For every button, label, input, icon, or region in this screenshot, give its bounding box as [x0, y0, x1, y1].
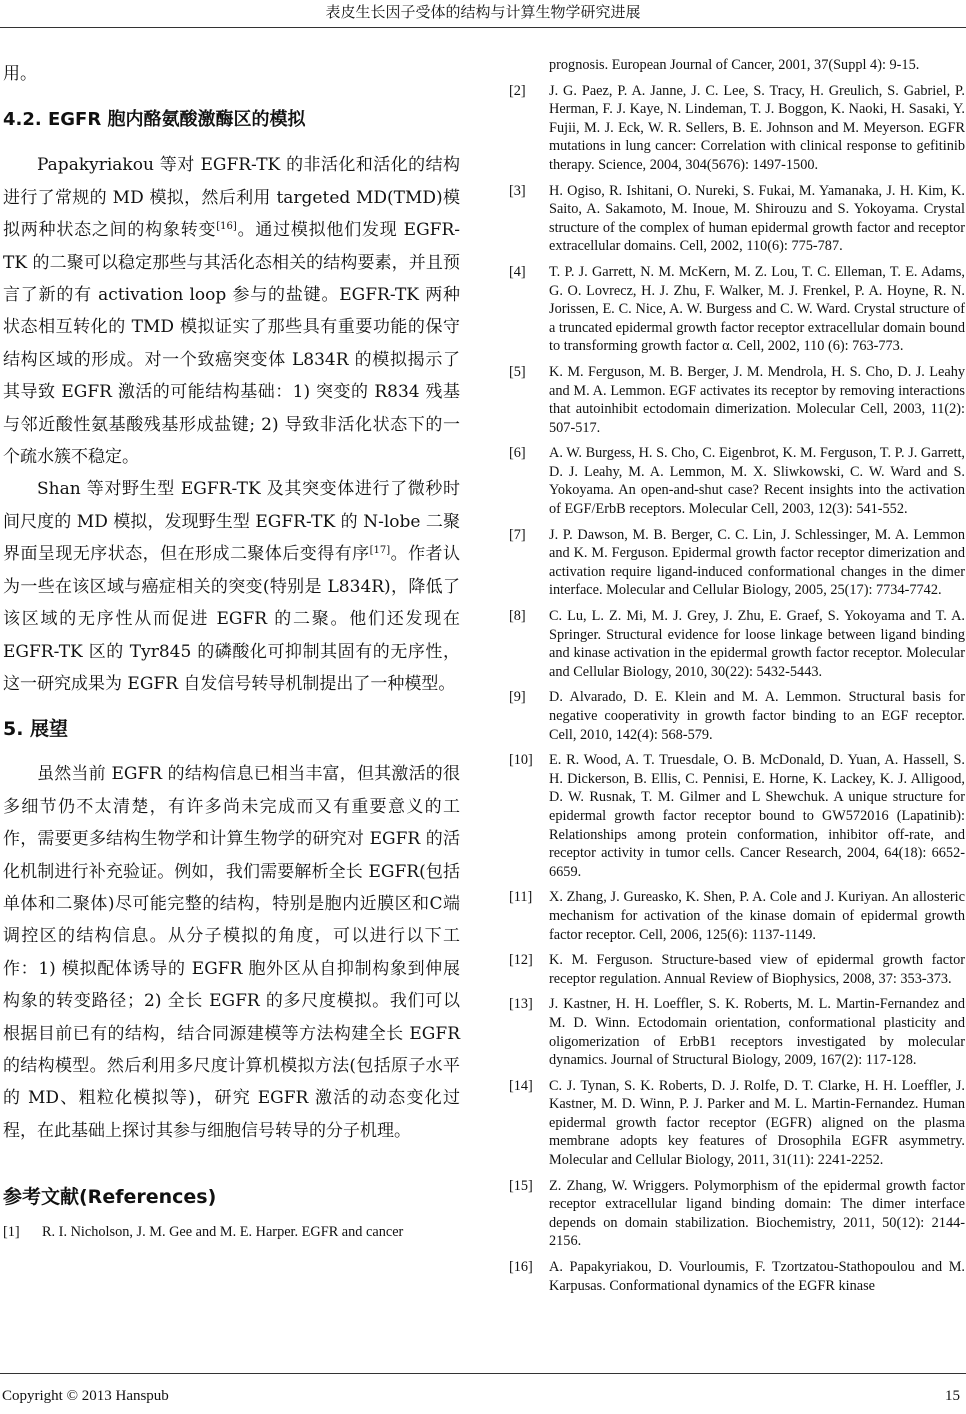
reference-text: R. I. Nicholson, J. M. Gee and M. E. Harper. EGFR and cancer — [42, 1224, 404, 1241]
references-heading: 参考文献(References) — [3, 1186, 217, 1209]
section-4-2-heading: 4.2. EGFR 胞内酪氨酸激酶区的模拟 — [3, 109, 306, 131]
section-5-heading: 5. 展望 — [3, 718, 69, 741]
reference-text: K. M. Ferguson. Structure-based view of epidermal growth factor receptor regulation. Annual Review of Biophysics, 2008, 37: 353-373. — [549, 952, 965, 987]
running-header: 表皮生长因子受体的结构与计算生物学研究进展 — [325, 3, 641, 21]
reference-text: J. Kastner, H. H. Loeffler, S. K. Roberts, M. L. Martin-Fernandez and M. D. Winn. Ectodomain orientation, conformational plasticity and oligomerization of ErbB1 receptors investigated by molecular dynamics. Journal of Structural Biology, 2009, 167(2): 117-128. — [549, 996, 965, 1069]
reference-number: [5] — [509, 363, 526, 380]
reference-item — [509, 1077, 965, 1170]
reference-number: [10] — [509, 752, 533, 769]
page-number: 15 — [945, 1388, 960, 1404]
right-column — [509, 56, 965, 1302]
reference-text: C. Lu, L. Z. Mi, M. J. Grey, J. Zhu, E. Graef, S. Yokoyama and T. A. Springer. Structural evidence for loose linkage between ligand binding and kinase activation in the epidermal growth factor receptor. Molecular and Cellular Biology, 2010, 30(22): 5432-5443. — [549, 608, 965, 680]
reference-item — [509, 182, 965, 256]
reference-number: [2] — [509, 82, 526, 99]
reference-item — [509, 688, 965, 744]
footer-divider — [0, 1373, 966, 1374]
reference-text: J. P. Dawson, M. B. Berger, C. C. Lin, J. Schlessinger, M. A. Lemmon and K. M. Ferguson. Epidermal growth factor receptor dimerization and activation require ligand-induced conformational changes in the dimer interface. Molecular and Cellular Biology, 2005, 25(17): 7734-7742. — [549, 526, 965, 599]
reference-item — [509, 263, 965, 356]
reference-item — [509, 1258, 965, 1295]
reference-number: [8] — [509, 608, 526, 625]
reference-text: T. P. J. Garrett, N. M. McKern, M. Z. Lou, T. C. Elleman, T. E. Adams, G. O. Lovrecz, H. J. Zhu, F. Walker, M. J. Frenkel, P. A. Hoyne, R. N. Jorissen, E. C. Nice, A. W. Burgess and C. W. Ward. Crystal structure of a truncated epidermal growth factor receptor extracellular domain bound to transforming growth factor α. Cell, 2002, 110 (6): 763-773. — [549, 263, 966, 355]
copyright-notice: Copyright © 2013 Hanspub — [2, 1388, 169, 1404]
reference-number: [12] — [509, 952, 533, 969]
reference-number: [15] — [509, 1177, 533, 1194]
reference-number: [16] — [509, 1259, 533, 1276]
reference-item — [509, 363, 965, 437]
section-4-2-paragraph-1 — [3, 149, 460, 473]
reference-item — [3, 1223, 460, 1242]
reference-item — [509, 444, 965, 518]
reference-item — [509, 888, 965, 944]
reference-text: A. Papakyriakou, D. Vourloumis, F. Tzortzatou-Stathopoulou and M. Karpusas. Conformational dynamics of the EGFR kinase — [549, 1259, 965, 1294]
paragraph-text: 。作者认为一些在该区域与癌症相关的突变(特别是 L834R)，降低了该区域的无序性从而促进 EGFR 的二聚。他们还发现在 EGFR-TK 区的 Tyr845 的磷酸化可抑制其固有的无序性，这一研究成果为 EGFR 自发信号转导机制提出了一种模型。 — [3, 544, 461, 694]
reference-continued: prognosis. European Journal of Cancer, 2001, 37(Suppl 4): 9-15. — [549, 57, 920, 73]
reference-item — [509, 995, 965, 1069]
reference-number: [13] — [509, 996, 533, 1013]
paragraph-text: Shan 等对野生型 EGFR-TK 及其突变体进行了微秒时间尺度的 MD 模拟，发现野生型 EGFR-TK 的 N-lobe 二聚界面呈现无序状态，但在形成二聚体后变得有序 — [3, 479, 460, 565]
reference-text: J. G. Paez, P. A. Janne, J. C. Lee, S. Tracy, H. Greulich, S. Gabriel, P. Herman, F. J. Kaye, N. Lindeman, T. J. Boggon, K. Naoki, H. Sasaki, Y. Fujii, M. J. Eck, W. R. Sellers, B. E. Johnson and M. Meyerson. EGFR mutations in lung cancer: Correlation with clinical response to gefitinib therapy. Science, 2004, 304(5676): 1497-1500. — [549, 82, 965, 173]
reference-text: X. Zhang, J. Gureasko, K. Shen, P. A. Cole and J. Kuriyan. An allosteric mechanism for activation of the kinase domain of epidermal growth factor receptor. Cell, 2006, 125(6): 1137-1149. — [549, 889, 965, 943]
reference-number: [9] — [509, 689, 526, 706]
reference-list — [509, 82, 965, 1296]
reference-number: [11] — [509, 889, 533, 906]
citation-16[interactable]: [16] — [216, 221, 237, 233]
citation-17[interactable]: [17] — [369, 545, 391, 557]
reference-text: E. R. Wood, A. T. Truesdale, O. B. McDonald, D. Yuan, A. Hassell, S. H. Dickerson, B. Ellis, C. Pennisi, E. Horne, K. Lackey, K. J. Alligood, D. W. Rusnak, T. M. Gilmer and L Shewchuk. A unique structure for epidermal growth factor receptor bound to GW572016 (Lapatinib): Relationships among protein conformation, inhibitor off-rate, and receptor activity in tumor cells. Cancer Research, 2004, 64(18): 6652-6659. — [549, 752, 965, 880]
reference-number: [6] — [509, 445, 526, 462]
reference-number: [7] — [509, 526, 526, 543]
section-5-paragraph: 虽然当前 EGFR 的结构信息已相当丰富，但其激活的很多细节仍不太清楚，有许多尚未完成而又有重要意义的工作，需要更多结构生物学和计算生物学的研究对 EGFR 的活化机制进行补充验证。例如，我们需要解析全长 EGFR(包括单体和二聚体)尽可能完整的结构，特别是胞内近膜区和C端调控区的结构信息。从分子模拟的角度，可以进行以下工作：1) 模拟配体诱导的 EGFR 胞外区从自抑制构象到伸展构象的转变路径；2) 全长 EGFR 的多尺度模拟。我们可以根据目前已有的结构，结合同源建模等方法构建全长 EGFR 的结构模型。然后利用多尺度计算机模拟方法(包括原子水平的 MD、粗粒化模拟等)，研究 EGFR 激活的动态变化过程，在此基础上探讨其参与细胞信号转导的分子机理。 — [3, 764, 460, 1141]
left-column — [3, 58, 460, 1242]
reference-item — [509, 82, 965, 175]
paragraph-text: Papakyriakou 等对 EGFR-TK 的非活化和活化的结构进行了常规的 MD 模拟，然后利用 targeted MD(TMD)模拟两种状态之间的构象转变 — [3, 155, 460, 241]
section-4-2-paragraph-2 — [3, 473, 460, 700]
reference-text: K. M. Ferguson, M. B. Berger, J. M. Mendrola, H. S. Cho, D. J. Leahy and M. A. Lemmon. EGF activates its receptor by removing interactions that autoinhibit ectodomain dimerization. Molecular Cell, 2003, 11(2): 507-517. — [549, 363, 965, 436]
reference-number: [4] — [509, 263, 526, 280]
reference-item — [509, 951, 965, 988]
reference-item — [509, 1177, 965, 1251]
reference-text: A. W. Burgess, H. S. Cho, C. Eigenbrot, K. M. Ferguson, T. P. J. Garrett, D. J. Leahy, M. A. Lemmon, M. X. Sliwkowski, C. W. Ward and S. Yokoyama. An open-and-shut case? Recent insights into the activation of EGF/ErbB receptors. Molecular Cell, 2003, 12(3): 541-552. — [549, 445, 965, 518]
reference-text: C. J. Tynan, S. K. Roberts, D. J. Rolfe, D. T. Clarke, H. H. Loeffler, J. Kastner, M. D. Winn, P. J. Parker and M. L. Martin-Fernandez. Human epidermal growth factor receptor (EGFR) aligned on the plasma membrane adopts key features of Drosophila EGFR asymmetry. Molecular and Cellular Biology, 2011, 31(11): 2241-2252. — [549, 1077, 965, 1169]
reference-text: D. Alvarado, D. E. Klein and M. A. Lemmon. Structural basis for negative cooperativity in growth factor binding to an EGF receptor. Cell, 2010, 142(4): 568-579. — [549, 689, 965, 743]
reference-item — [509, 607, 965, 681]
header-divider — [0, 27, 966, 28]
reference-text: Z. Zhang, W. Wriggers. Polymorphism of the epidermal growth factor receptor extracellular ligand binding domain: The dimer interface depends on domain stabilization. Biochemistry, 2011, 50(12): 2144-2156. — [549, 1177, 965, 1250]
reference-item — [509, 751, 965, 881]
reference-number: [14] — [509, 1077, 533, 1094]
paragraph-text: 。通过模拟他们发现 EGFR-TK 的二聚可以稳定那些与其活化态相关的结构要素，并且预言了新的有 activation loop 参与的盐键。EGFR-TK 两种状态相互转化的 TMD 模拟证实了那些具有重要功能的保守结构区域的形成。对一个致癌突变体 L834R 的模拟揭示了其导致 EGFR 激活的可能结构基础：1) 突变的 R834 残基与邻近酸性氨基酸残基形成盐键; 2) 导致非活化状态下的一个疏水簇不稳定。 — [3, 220, 461, 468]
reference-number: [3] — [509, 182, 526, 199]
reference-number: [1] — [3, 1224, 20, 1241]
reference-text: H. Ogiso, R. Ishitani, O. Nureki, S. Fukai, M. Yamanaka, J. H. Kim, K. Saito, A. Sakamoto, M. Inoue, M. Shirouzu and S. Yokoyama. Crystal structure of the complex of human epidermal growth factor and receptor extracellular domains. Cell, 2002, 110(6): 775-787. — [549, 182, 965, 255]
reference-item — [509, 526, 965, 600]
continued-paragraph: 用。 — [3, 64, 37, 84]
